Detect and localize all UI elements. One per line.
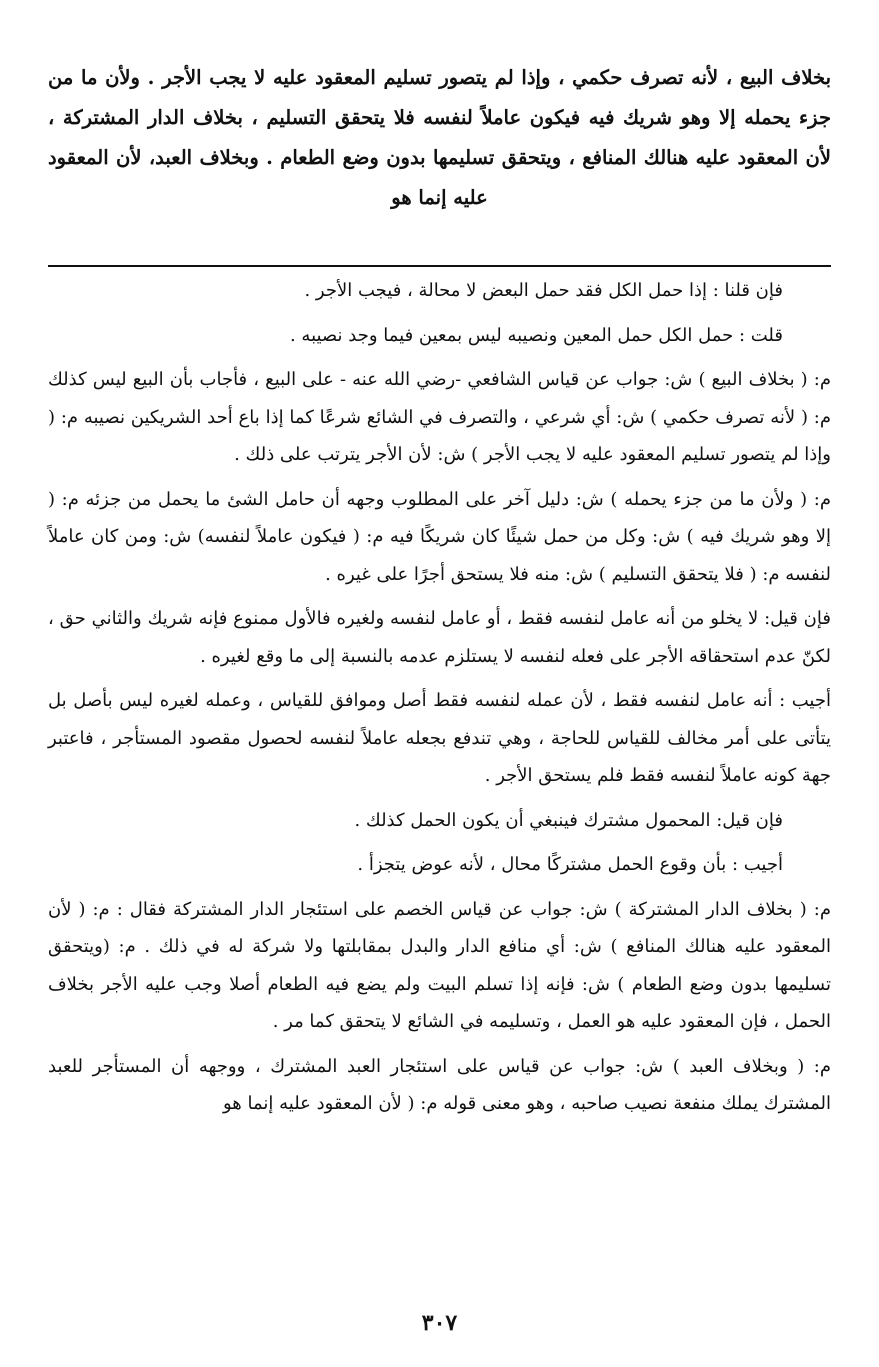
commentary-paragraph: فإن قيل: لا يخلو من أنه عامل لنفسه فقط ، أو عامل لنفسه ولغيره فالأول ممنوع فإنه شريك والثاني حق ، لكنّ عدم استحقاقه الأجر على فعله لنفسه لا يستلزم عدمه بالنسبة إلى ما وقع لغيره . xyxy=(48,608,831,667)
commentary-paragraph: قلت : حمل الكل حمل المعين ونصيبه ليس بمعين فيما وجد نصيبه . xyxy=(289,324,783,346)
commentary-paragraph: أجيب : بأن وقوع الحمل مشتركًا محال ، لأنه عوض يتجزأ . xyxy=(357,854,783,875)
commentary-paragraph: م: ( بخلاف البيع ) ش: جواب عن قياس الشافعي -رضي الله عنه - على البيع ، فأجاب بأن البيع ليس كذلك م: ( لأنه تصرف حكمي ) ش: أي شرعي ، والتصرف في الشائع شرعًا كما إذا باع أحد الشريكين نصيبه م: ( وإذا لم يتصور تسليم المعقود عليه لا يجب الأجر ) ش: لأن الأجر يترتب على ذلك . xyxy=(48,369,831,465)
sharh-commentary xyxy=(48,272,831,1130)
commentary-paragraph: فإن قلنا : إذا حمل الكل فقد حمل البعض لا محالة ، فيجب الأجر . xyxy=(304,280,783,301)
commentary-paragraph: م: ( وبخلاف العبد ) ش: جواب عن قياس على استئجار العبد المشترك ، ووجهه أن المستأجر للعبد المشترك يملك منفعة نصيب صاحبه ، وهو معنى قوله م: ( لأن المعقود عليه إنما هو xyxy=(48,1055,831,1114)
commentary-paragraph: أجيب : أنه عامل لنفسه فقط ، لأن عمله لنفسه فقط أصل وموافق للقياس ، وعمله لغيره ليس بأصل بل يتأتى على أمر مخالف للقياس للحاجة ، وهي تندفع بجعله عاملاً لنفسه لحصول مقصود المستأجر ، فاعتبر جهة كونه عاملاً لنفسه فقط فلم يستحق الأجر . xyxy=(48,690,831,786)
matn-text: بخلاف البيع ، لأنه تصرف حكمي ، وإذا لم يتصور تسليم المعقود عليه لا يجب الأجر . ولأن ما من جزء يحمله إلا وهو شريك فيه فيكون عاملاً لنفسه فلا يتحقق التسليم ، بخلاف الدار المشتركة ، لأن المعقود عليه هنالك المنافع ، ويتحقق تسليمها بدون وضع الطعام . وبخلاف العبد، لأن المعقود عليه إنما هو xyxy=(48,66,831,209)
commentary-paragraph: فإن قيل: المحمول مشترك فينبغي أن يكون الحمل كذلك . xyxy=(354,809,783,831)
footnote-divider xyxy=(48,265,831,267)
commentary-paragraph: م: ( ولأن ما من جزء يحمله ) ش: دليل آخر على المطلوب وجهه أن حامل الشئ ما يحمل من جزئه م: ( إلا وهو شريك فيه ) ش: وكل من حمل شيئًا كان شريكًا فيه م: ( فيكون عاملاً لنفسه) ش: ومن كان عاملاً لنفسه م: ( فلا يتحقق التسليم ) ش: منه فلا يستحق أجرًا على غيره . xyxy=(48,488,831,585)
page-number: ٣٠٧ xyxy=(421,1310,458,1336)
commentary-paragraph: م: ( بخلاف الدار المشتركة ) ش: جواب عن قياس الخصم على استئجار الدار المشتركة فقال : م: ( لأن المعقود عليه هنالك المنافع ) ش: أي منافع الدار والبدل بمقابلتها ولا شركة له في ذلك . م: (ويتحقق تسليمها بدون وضع الطعام ) ش: فإنه إذا تسلم البيت ولم يضع فيه الطعام أصلا وجب عليه الأجر بخلاف الحمل ، فإن المعقود عليه هو العمل ، وتسليمه في الشائع لا يتحقق كما مر . xyxy=(48,898,831,1032)
